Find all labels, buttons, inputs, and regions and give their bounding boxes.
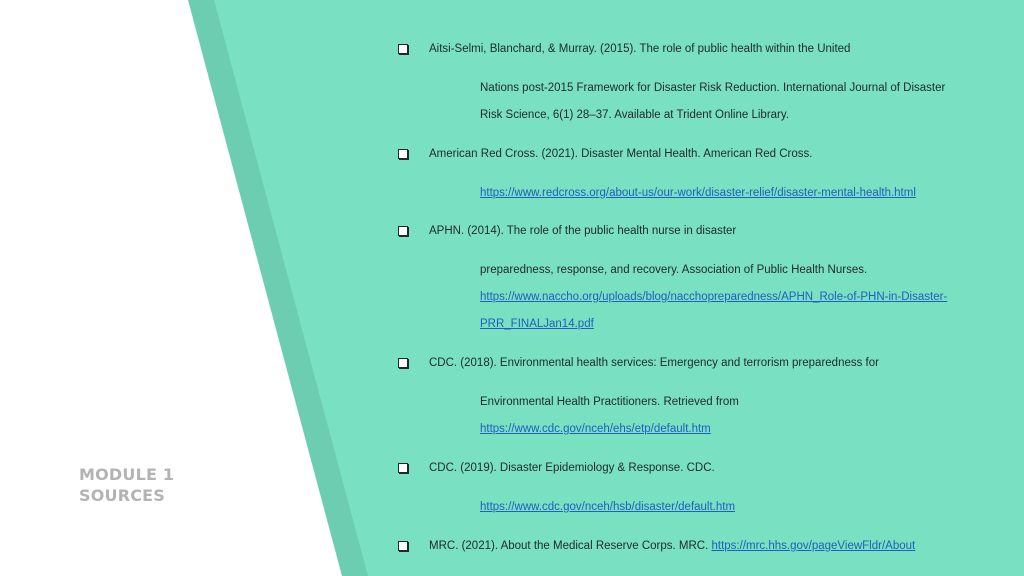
reference-4-line2: Environmental Health Practitioners. Retrieved from xyxy=(480,396,739,408)
reference-5-line1: CDC. (2019). Disaster Epidemiology & Response. CDC. xyxy=(429,462,715,474)
bullet-icon xyxy=(398,226,408,236)
reference-6-link[interactable]: https://mrc.hhs.gov/pageViewFldr/About xyxy=(711,540,916,552)
bullet-icon xyxy=(398,149,408,159)
slide-title-line2: SOURCES xyxy=(79,486,166,505)
reference-2-line1: American Red Cross. (2021). Disaster Mental Health. American Red Cross. xyxy=(429,148,813,160)
bullet-icon xyxy=(398,463,408,473)
bullet-icon xyxy=(398,44,408,54)
reference-4-line1: CDC. (2018). Environmental health services: Emergency and terrorism preparedness for xyxy=(429,357,879,369)
reference-2-link[interactable]: https://www.redcross.org/about-us/our-work/disaster-relief/disaster-mental-health.html xyxy=(480,187,916,199)
reference-3-line1: APHN. (2014). The role of the public health nurse in disaster xyxy=(429,225,737,237)
reference-4-link[interactable]: https://www.cdc.gov/nceh/ehs/etp/default.htm xyxy=(480,423,711,435)
reference-6-entry xyxy=(429,539,915,553)
reference-3-line2: preparedness, response, and recovery. Association of Public Health Nurses. xyxy=(480,264,868,276)
reference-5-link[interactable]: https://www.cdc.gov/nceh/hsb/disaster/default.htm xyxy=(480,501,736,513)
slide-title-line1: MODULE 1 xyxy=(79,465,175,484)
reference-3-link-part2[interactable]: PRR_FINALJan14.pdf xyxy=(480,318,594,330)
bullet-icon xyxy=(398,541,408,551)
reference-6-line1: MRC. (2021). About the Medical Reserve Corps. MRC. xyxy=(429,540,709,552)
reference-1-line2: Nations post-2015 Framework for Disaster Risk Reduction. International Journal of Disaster xyxy=(480,82,946,94)
reference-1-line1: Aitsi-Selmi, Blanchard, & Murray. (2015). The role of public health within the United xyxy=(429,43,851,55)
bullet-icon xyxy=(398,358,408,368)
reference-3-link-part1[interactable]: https://www.naccho.org/uploads/blog/nacchopreparedness/APHN_Role-of-PHN-in-Disaster- xyxy=(480,291,948,303)
reference-1-line3: Risk Science, 6(1) 28–37. Available at Trident Online Library. xyxy=(480,109,789,121)
